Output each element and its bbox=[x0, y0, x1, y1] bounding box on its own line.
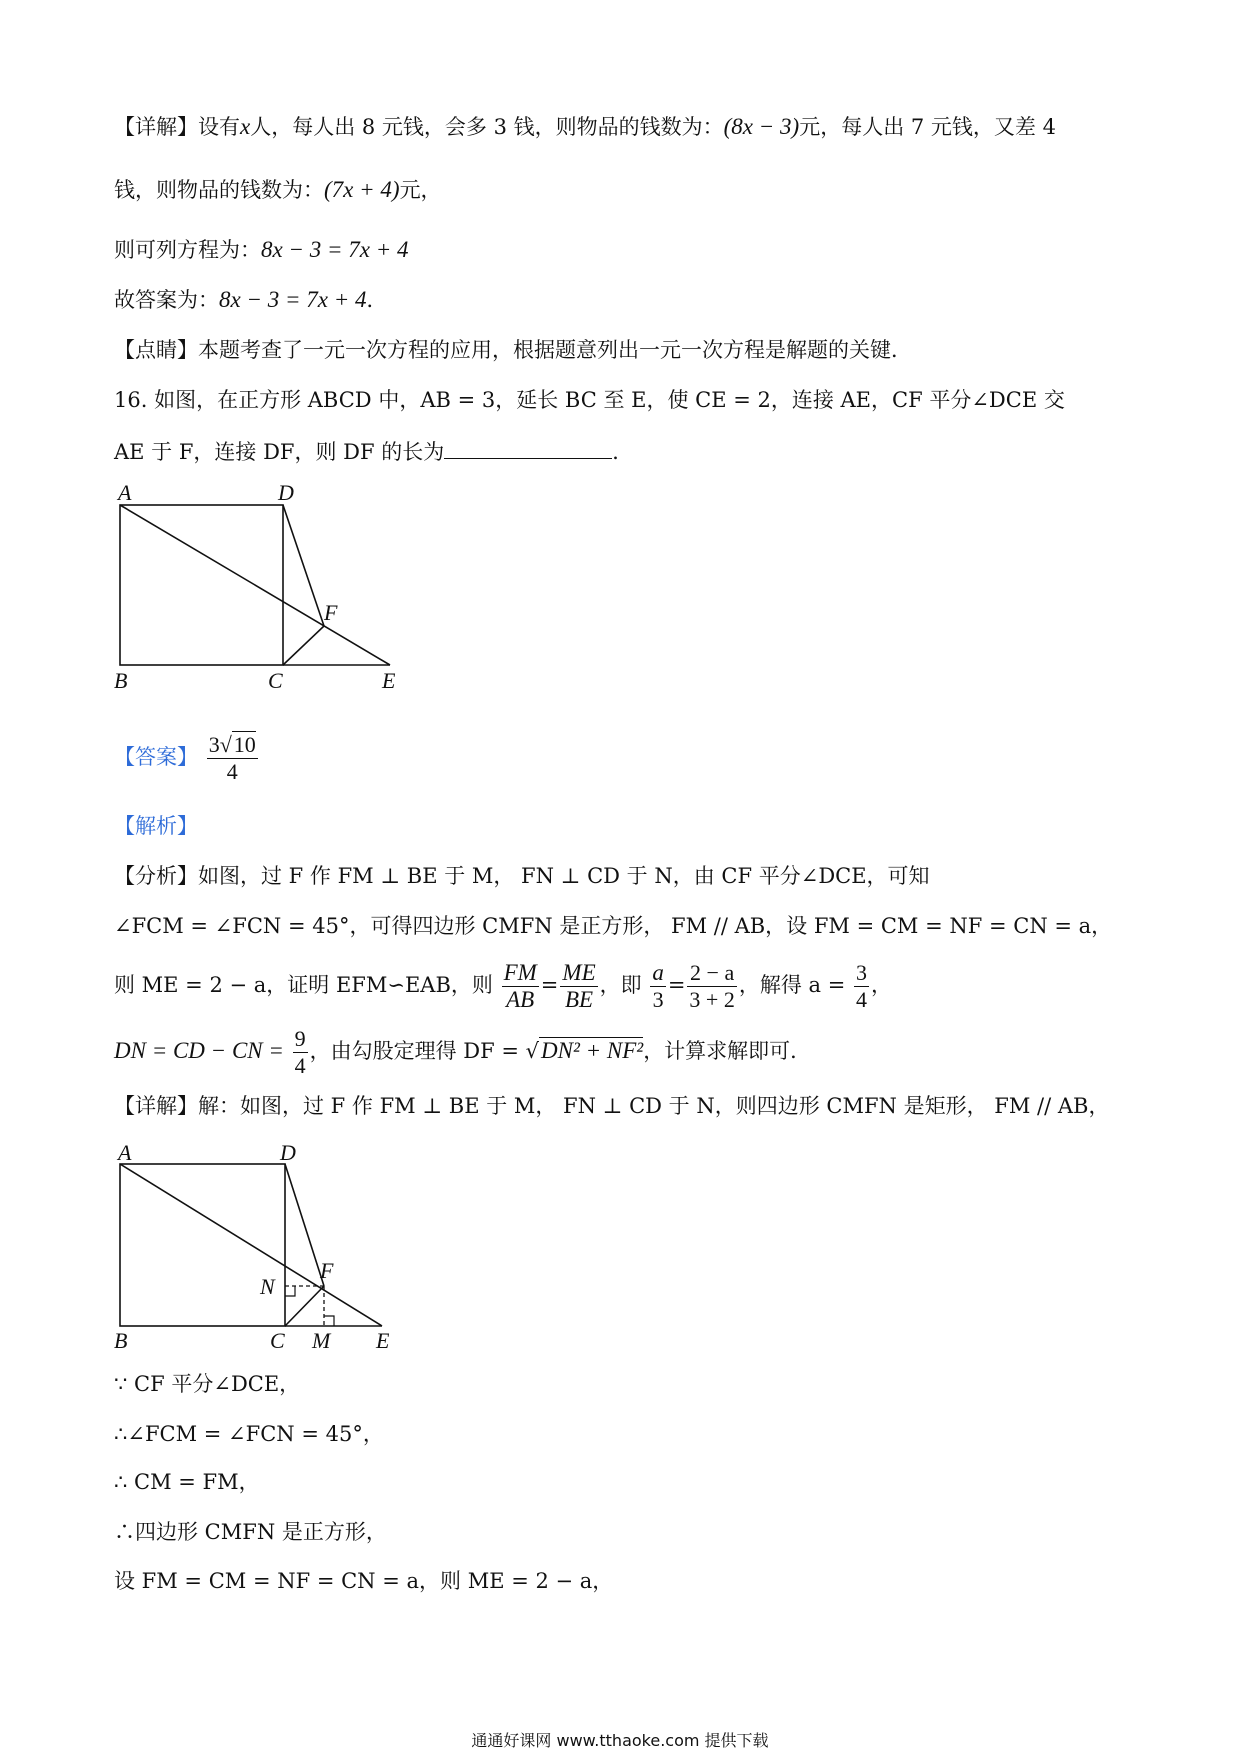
answer-blank bbox=[444, 436, 612, 459]
label-f: F bbox=[320, 1258, 334, 1283]
analysis-line-3: 则 ME = 2 − a，证明 EFM∽EAB，则 $\frac{FM}{AB}$ = $\frac{ME}{BE}$ ，即 $\frac{a}{3}$ = $\frac{2 - a}{3 + 2}$ ，解得 a = $\frac{3}{4}$ ， bbox=[114, 960, 892, 1012]
detail-text: 故答案为： bbox=[114, 288, 219, 312]
step-line-5: 设 FM = CM = NF = CN = a，则 ME = 2 − a， bbox=[114, 1569, 614, 1593]
fraction-3-4: $\frac{3}{4}$ bbox=[856, 960, 867, 1012]
detail-line-3 bbox=[114, 236, 408, 264]
comment-line bbox=[114, 336, 912, 364]
step-line-2: ∴∠FCM = ∠FCN = 45°， bbox=[114, 1422, 384, 1446]
detail-text: 【详解】设有 bbox=[114, 115, 240, 139]
problem-line-1 bbox=[114, 386, 1065, 414]
detail-text: 人，每人出 8 元钱，会多 3 钱，则物品的钱数为： bbox=[250, 115, 724, 139]
label-a: A bbox=[118, 480, 132, 505]
analysis-text: ，计算求解即可． bbox=[643, 1039, 812, 1063]
analysis-math: DN = CD − CN = bbox=[114, 1038, 284, 1063]
label-c: C bbox=[270, 1328, 285, 1352]
step-line-3: ∴ CM = FM， bbox=[114, 1470, 260, 1494]
label-c: C bbox=[268, 668, 283, 690]
label-b: B bbox=[114, 1328, 128, 1352]
detail-text: ． bbox=[366, 288, 388, 312]
var-x: x bbox=[240, 114, 251, 139]
fraction-2a-5: $\frac{2 - a}{3 + 2}$ bbox=[689, 960, 735, 1012]
right-angle-n bbox=[285, 1286, 295, 1296]
detail-text: 元， bbox=[399, 178, 442, 202]
label-e: E bbox=[376, 1328, 390, 1352]
equation: 8x − 3 = 7x + 4 bbox=[219, 287, 367, 312]
detail-text: 则可列方程为： bbox=[114, 238, 261, 262]
detail-solution-line-1 bbox=[114, 1092, 1109, 1120]
analysis-line-1 bbox=[114, 862, 930, 890]
analysis-text: ∠FCM = ∠FCN = 45°，可得四边形 CMFN 是正方形， FM // AB，设 FM = CM = NF = CN = a， bbox=[114, 914, 1113, 938]
problem-line-2 bbox=[114, 436, 633, 466]
label-d: D bbox=[278, 480, 294, 505]
label-f: F bbox=[324, 600, 338, 625]
page-footer: 通通好课网 www.tthaoke.com 提供下载 bbox=[471, 1731, 769, 1750]
label-b: B bbox=[114, 668, 128, 690]
square-abcd bbox=[120, 1164, 285, 1326]
segment-df bbox=[285, 1164, 324, 1286]
sqrt-expression: √DN² + NF² bbox=[525, 1038, 644, 1063]
segment-cf bbox=[283, 626, 324, 665]
geometry-figure-1 bbox=[110, 480, 420, 690]
analysis-line-2 bbox=[114, 912, 1112, 940]
segment-ae bbox=[120, 505, 390, 665]
analysis-text: ，由勾股定理得 DF = bbox=[309, 1039, 519, 1063]
detail-line-2 bbox=[114, 176, 442, 204]
label-d: D bbox=[280, 1142, 296, 1165]
fraction-a-3: $\frac{a}{3}$ bbox=[652, 960, 664, 1012]
comment-tag: 【点睛】 bbox=[114, 338, 198, 362]
problem-text: AE 于 F，连接 DF，则 DF 的长为 bbox=[114, 440, 445, 464]
geometry-figure-2 bbox=[110, 1142, 420, 1352]
answer-fraction: $\frac{3√10}{4}$ bbox=[208, 732, 256, 784]
square-abcd bbox=[120, 505, 283, 665]
detail-text: 钱，则物品的钱数为： bbox=[114, 178, 324, 202]
right-angle-m bbox=[324, 1316, 334, 1326]
equation: 8x − 3 = 7x + 4 bbox=[261, 237, 409, 262]
equals-sign: = bbox=[540, 973, 559, 997]
analysis-text: ， bbox=[871, 973, 892, 997]
label-m: M bbox=[312, 1328, 331, 1352]
label-a: A bbox=[118, 1142, 132, 1165]
label-n: N bbox=[260, 1274, 275, 1299]
answer-coefficient: 3 bbox=[208, 732, 220, 757]
analysis-text: 则 ME = 2 − a，证明 EFM∽EAB，则 bbox=[114, 973, 493, 997]
segment-ae bbox=[120, 1164, 382, 1326]
comment-text: 本题考查了一元一次方程的应用，根据题意列出一元一次方程是解题的关键． bbox=[198, 338, 912, 362]
expression: (7x + 4) bbox=[324, 177, 400, 202]
segment-cf bbox=[285, 1286, 324, 1326]
analysis-tag: 【解析】 bbox=[114, 814, 198, 838]
fraction-me-be: $\frac{ME}{BE}$ bbox=[562, 960, 596, 1012]
detail-text: 元，每人出 7 元钱，又差 4 bbox=[799, 115, 1056, 139]
fraction-9-4: $\frac{9}{4}$ bbox=[294, 1026, 306, 1078]
expression: (8x − 3) bbox=[723, 114, 800, 139]
analysis-text: 【分析】如图，过 F 作 FM ⊥ BE 于 M， FN ⊥ CD 于 N，由 CF 平分∠DCE，可知 bbox=[114, 864, 930, 888]
answer-radicand: 10 bbox=[233, 732, 256, 757]
answer-denominator: 4 bbox=[226, 759, 238, 784]
detail-solution-text: 【详解】解：如图，过 F 作 FM ⊥ BE 于 M， FN ⊥ CD 于 N，则四边形 CMFN 是矩形， FM // AB， bbox=[114, 1094, 1110, 1118]
segment-df bbox=[283, 505, 324, 626]
answer-line bbox=[114, 732, 260, 785]
problem-text: 16. 如图，在正方形 ABCD 中，AB = 3，延长 BC 至 E，使 CE = 2，连接 AE，CF 平分∠DCE 交 bbox=[114, 388, 1065, 412]
analysis-text: ，解得 a = bbox=[738, 973, 846, 997]
answer-tag: 【答案】 bbox=[114, 745, 198, 769]
step-line-4: ∴四边形 CMFN 是正方形， bbox=[114, 1520, 387, 1544]
detail-line-4 bbox=[114, 286, 387, 314]
analysis-line-4 bbox=[114, 1026, 811, 1079]
fraction-fm-ab: $\frac{FM}{AB}$ bbox=[503, 960, 537, 1012]
step-line-1: ∵ CF 平分∠DCE， bbox=[114, 1372, 301, 1396]
detail-line-1 bbox=[114, 113, 1056, 141]
label-e: E bbox=[382, 668, 396, 690]
analysis-text: ，即 bbox=[599, 973, 642, 997]
problem-text: ． bbox=[612, 440, 634, 464]
